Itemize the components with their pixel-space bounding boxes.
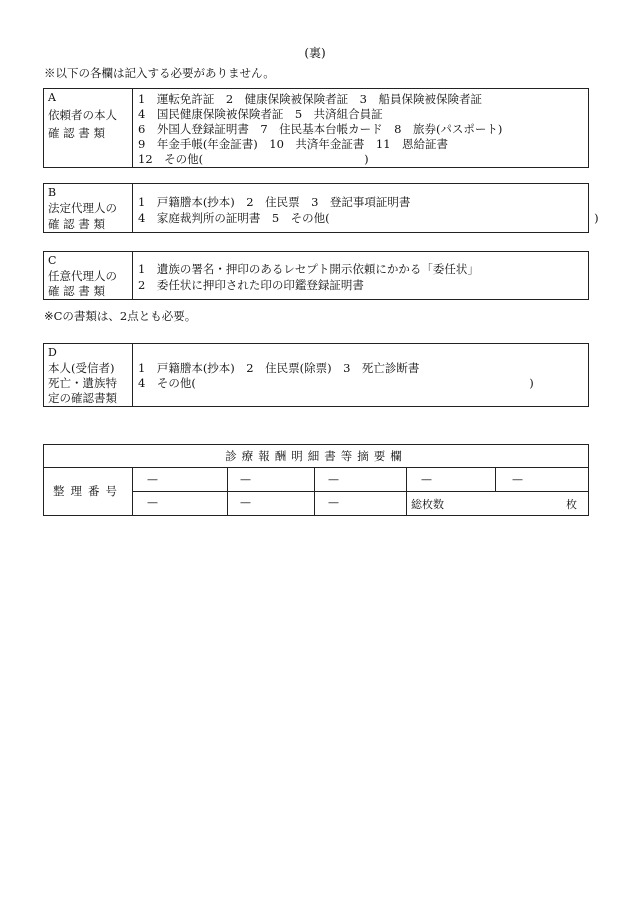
section-d-label-line-2: 死亡・遺族特 [48, 376, 117, 390]
section-b-item: 1 戸籍謄本(抄本) 2 住民票 3 登記事項証明書 [138, 195, 411, 209]
section-a-letter: A [48, 91, 56, 104]
summary-divider [495, 468, 496, 491]
section-b-item: 4 家庭裁判所の証明書 5 その他( ) [138, 211, 599, 225]
section-a-label-line-1: 依頼者の本人 [48, 108, 117, 122]
summary-divider [133, 491, 588, 492]
section-a-item: 1 運転免許証 2 健康保険被保険者証 3 船員保険被保険者証 [138, 92, 482, 106]
number-field-dash: — [240, 496, 251, 509]
section-d-label-line-1: 本人(受信者) [48, 361, 115, 375]
number-field-dash: — [328, 473, 339, 486]
section-c-box [43, 251, 589, 300]
section-d-item: 4 その他( ) [138, 376, 534, 390]
section-b-label-line-2: 確 認 書 類 [48, 217, 105, 231]
section-b-letter: B [48, 186, 57, 199]
section-c-item: 2 委任状に押印された印の印鑑登録証明書 [138, 278, 364, 292]
section-b-label-cell [44, 184, 133, 232]
section-d-label-line-3: 定の確認書類 [48, 391, 117, 405]
summary-table [43, 444, 589, 516]
section-a-item: 4 国民健康保険被保険者証 5 共済組合員証 [138, 107, 383, 121]
number-field-dash: — [421, 473, 432, 486]
number-field-dash: — [512, 473, 523, 486]
note-not-required: ※以下の各欄は記入する必要がありません。 [44, 66, 275, 80]
total-sheets-unit: 枚 [566, 498, 577, 511]
summary-header: 診療報酬明細書等摘要欄 [44, 445, 588, 468]
section-a-label-cell [44, 89, 133, 167]
section-d-label-cell [44, 344, 133, 406]
section-a-item: 12 その他( ) [138, 152, 369, 166]
section-c-label-cell [44, 252, 133, 299]
section-b-box [43, 183, 599, 233]
summary-row-label: 整理番号 [44, 468, 133, 515]
section-a-item: 9 年金手帳(年金証書) 10 共済年金証書 11 恩給証書 [138, 137, 449, 151]
section-c-label-line-1: 任意代理人の [48, 269, 117, 283]
section-d-box [43, 343, 589, 407]
number-field-dash: — [328, 496, 339, 509]
number-field-dash: — [240, 473, 251, 486]
section-c-label-line-2: 確 認 書 類 [48, 284, 105, 298]
total-sheets-label: 総枚数 [411, 498, 444, 511]
section-a-item: 6 外国人登録証明書 7 住民基本台帳カード 8 旅券(パスポート) [138, 122, 503, 136]
section-c-item: 1 遺族の署名・押印のあるレセプト開示依頼にかかる「委任状」 [138, 262, 479, 276]
section-a-box [43, 88, 589, 168]
page-title: (裏) [304, 46, 326, 60]
number-field-dash: — [147, 496, 158, 509]
note-section-c: ※Cの書類は、2点とも必要。 [44, 309, 197, 323]
number-field-dash: — [147, 473, 158, 486]
section-d-letter: D [48, 346, 57, 359]
section-d-item: 1 戸籍謄本(抄本) 2 住民票(除票) 3 死亡診断書 [138, 361, 420, 375]
section-b-label-line-1: 法定代理人の [48, 201, 117, 215]
section-c-letter: C [48, 254, 57, 267]
section-a-label-line-2: 確 認 書 類 [48, 126, 105, 140]
